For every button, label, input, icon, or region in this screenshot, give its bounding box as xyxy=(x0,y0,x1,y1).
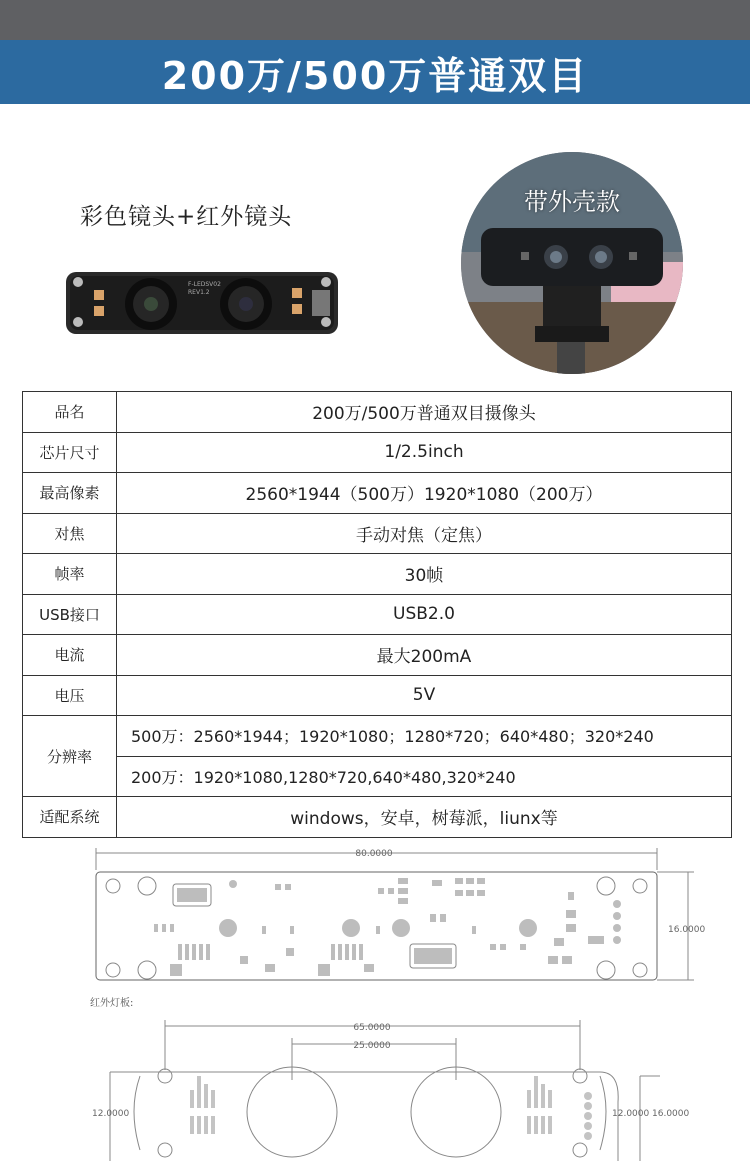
spec-value-text: 最大200mA xyxy=(376,647,472,668)
spec-value xyxy=(117,797,732,838)
spec-value xyxy=(117,392,732,433)
spec-value xyxy=(117,675,732,716)
spec-value-text: 2560*1944（500万）1920*1080（200万） xyxy=(245,485,603,506)
camera-board-photo xyxy=(66,270,338,336)
spec-value xyxy=(117,513,732,554)
spec-key: 芯片尺寸 xyxy=(23,432,117,473)
spec-key: 电流 xyxy=(23,635,117,676)
table-row xyxy=(23,513,732,554)
table-row xyxy=(23,432,732,473)
table-row xyxy=(23,675,732,716)
spec-value xyxy=(117,554,732,595)
spec-table xyxy=(22,391,732,838)
table-row xyxy=(23,554,732,595)
spec-key: 对焦 xyxy=(23,513,117,554)
dim-12-right: 12.0000 xyxy=(612,1109,650,1119)
table-row xyxy=(23,716,732,757)
table-row xyxy=(23,635,732,676)
table-row xyxy=(23,797,732,838)
dim-pcb-height: 16.0000 xyxy=(668,925,706,935)
spec-value-text: 200万：1920*1080,1280*720,640*480,320*240 xyxy=(131,767,516,787)
spec-value-text: 200万/500万普通双目摄像头 xyxy=(312,404,536,425)
spec-value xyxy=(117,594,732,635)
dim-pcb-width: 80.0000 xyxy=(355,849,393,859)
board-silkscreen-1: F-LEDSV02 xyxy=(188,281,221,288)
dim-65: 65.0000 xyxy=(353,1023,391,1033)
spec-value-text: 5V xyxy=(412,685,436,706)
table-row xyxy=(23,756,732,797)
spec-value-text: 1/2.5inch xyxy=(384,442,464,463)
table-row xyxy=(23,594,732,635)
spec-key: 电压 xyxy=(23,675,117,716)
dim-16-right: 16.0000 xyxy=(652,1109,690,1119)
spec-key: 分辨率 xyxy=(23,716,117,797)
top-band xyxy=(0,0,750,40)
spec-value-text: 手动对焦（定焦） xyxy=(356,525,492,546)
spec-value xyxy=(117,473,732,514)
dim-25: 25.0000 xyxy=(353,1041,391,1051)
spec-value xyxy=(117,432,732,473)
casing-photo xyxy=(461,152,683,374)
lens-label: 彩色镜头+红外镜头 xyxy=(80,204,293,230)
spec-key: 适配系统 xyxy=(23,797,117,838)
casing-caption: 带外壳款 xyxy=(524,188,620,216)
spec-value-text: 500万：2560*1944；1920*1080；1280*720；640*480；320*240 xyxy=(131,727,654,747)
spec-value xyxy=(117,756,732,797)
spec-value-text: 30帧 xyxy=(404,566,444,587)
spec-value xyxy=(117,716,732,757)
table-row xyxy=(23,473,732,514)
spec-key: 品名 xyxy=(23,392,117,433)
spec-value xyxy=(117,635,732,676)
spec-value-text: USB2.0 xyxy=(393,604,455,625)
spec-key: USB接口 xyxy=(23,594,117,635)
table-row xyxy=(23,392,732,433)
spec-key: 最高像素 xyxy=(23,473,117,514)
title-band xyxy=(0,40,750,104)
page-title: 200万/500万普通双目 xyxy=(161,53,589,98)
spec-key: 帧率 xyxy=(23,554,117,595)
spec-value-text: windows，安卓，树莓派，liunx等 xyxy=(290,809,558,830)
ir-board-label: 红外灯板: xyxy=(90,998,134,1009)
technical-drawing xyxy=(0,840,750,1161)
board-silkscreen-2: REV1.2 xyxy=(188,289,210,296)
dim-12-left: 12.0000 xyxy=(92,1109,130,1119)
